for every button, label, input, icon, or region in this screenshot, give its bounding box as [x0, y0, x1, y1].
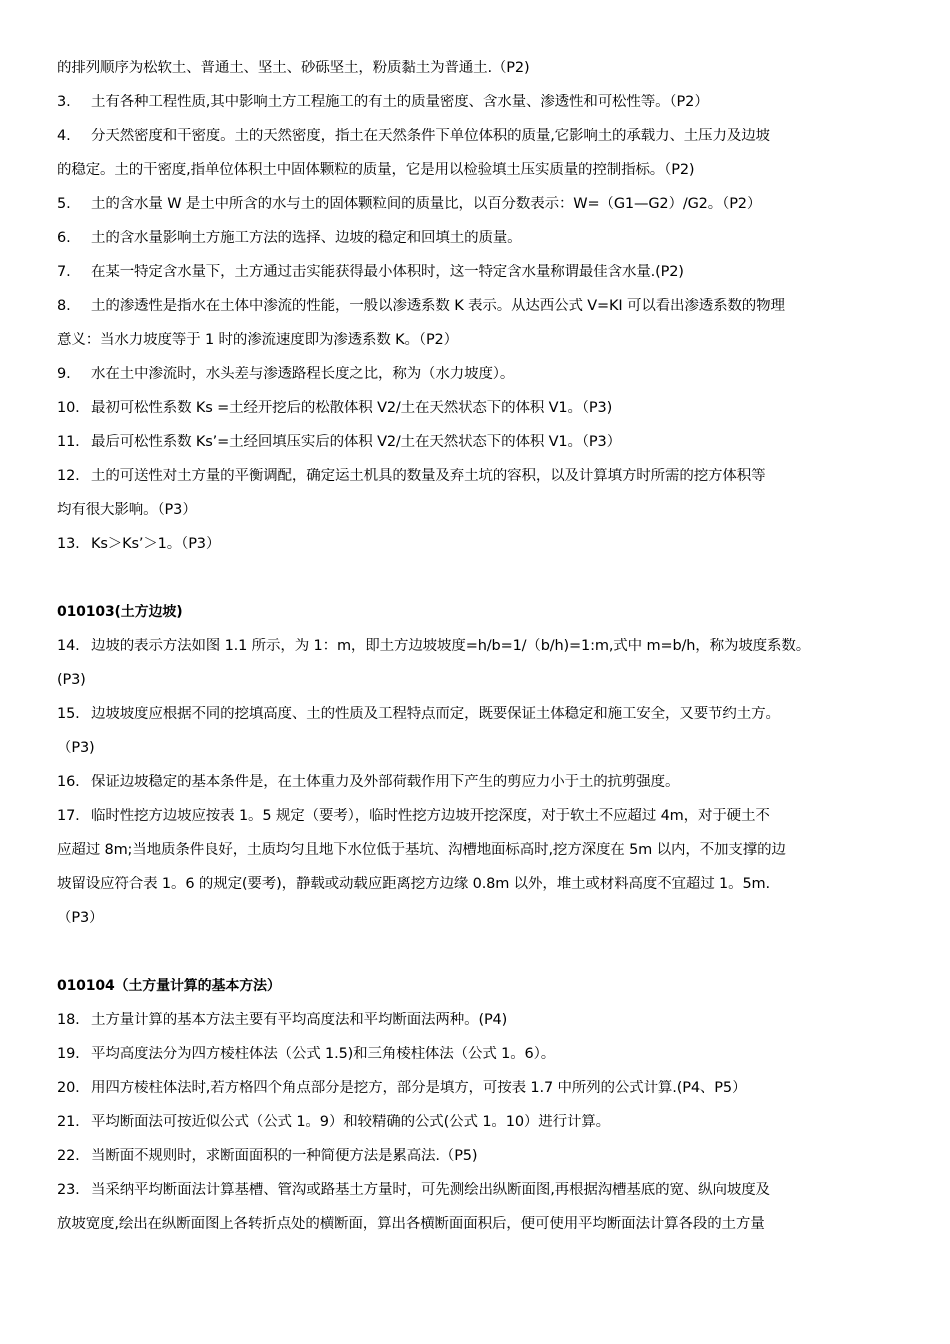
- text-line: 应超过 8m;当地质条件良好，土质均匀且地下水位低于基坑、沟槽地面标高时,挖方深度在 5m 以内，不加支撑的边: [57, 842, 786, 858]
- item-text: 当采纳平均断面法计算基槽、管沟或路基土方量时，可先测绘出纵断面图,再根据沟槽基底的宽、纵向坡度及: [91, 1182, 770, 1198]
- list-item: [57, 94, 893, 128]
- text-line: 坡留设应符合表 1。6 的规定(要考)，静载或动载应距离挖方边缘 0.8m 以外，堆土或材料高度不宜超过 1。5m.: [57, 876, 770, 892]
- item-number: 11.: [57, 434, 80, 450]
- item-number: 22.: [57, 1148, 80, 1164]
- list-item: [57, 706, 893, 740]
- text-line: （P3): [57, 740, 95, 756]
- item-text: 土的含水量 W 是土中所含的水与土的固体颗粒间的质量比，以百分数表示：W=（G1—G2）/G2。（P2）: [91, 196, 762, 212]
- item-text: 边坡的表示方法如图 1.1 所示，为 1：m，即土方边坡坡度=h/b=1/（b/h)=1:m,式中 m=b/h，称为坡度系数。: [91, 638, 811, 654]
- text-line: (P3): [57, 672, 86, 688]
- item-text: 临时性挖方边坡应按表 1。5 规定（要考），临时性挖方边坡开挖深度，对于软土不应超过 4m，对于硬土不: [91, 808, 770, 824]
- list-item: [57, 434, 893, 468]
- section-heading: 010103(土方边坡): [57, 604, 183, 620]
- section-heading: 010104（土方量计算的基本方法）: [57, 978, 281, 994]
- list-item: [57, 1182, 893, 1216]
- list-item: [57, 1046, 893, 1080]
- item-number: 9.: [57, 366, 71, 382]
- item-number: 3.: [57, 94, 71, 110]
- item-number: 19.: [57, 1046, 80, 1062]
- list-item: [57, 400, 893, 434]
- list-item: [57, 128, 893, 162]
- item-text: 用四方棱柱体法时,若方格四个角点部分是挖方，部分是填方，可按表 1.7 中所列的公式计算.(P4、P5）: [91, 1080, 747, 1096]
- item-number: 12.: [57, 468, 80, 484]
- item-text: 边坡坡度应根据不同的挖填高度、土的性质及工程特点而定，既要保证土体稳定和施工安全，又要节约土方。: [91, 706, 780, 722]
- item-number: 10.: [57, 400, 80, 416]
- item-number: 16.: [57, 774, 80, 790]
- text-line: 的稳定。土的干密度,指单位体积土中固体颗粒的质量，它是用以检验填土压实质量的控制指标。（P2): [57, 162, 695, 178]
- list-item: [57, 1012, 893, 1046]
- item-number: 14.: [57, 638, 80, 654]
- list-item: [57, 230, 893, 264]
- item-text: 在某一特定含水量下，土方通过击实能获得最小体积时，这一特定含水量称谓最佳含水量.(P2): [91, 264, 684, 280]
- item-text: 平均高度法分为四方棱柱体法（公式 1.5)和三角棱柱体法（公式 1。6）。: [91, 1046, 556, 1062]
- item-text: 水在土中渗流时，水头差与渗透路程长度之比，称为（水力坡度）。: [91, 366, 515, 382]
- list-item: [57, 366, 893, 400]
- item-text: 保证边坡稳定的基本条件是，在土体重力及外部荷载作用下产生的剪应力小于土的抗剪强度。: [91, 774, 680, 790]
- item-text: 最后可松性系数 Ks’=土经回填压实后的体积 V2/土在天然状态下的体积 V1。（P3）: [91, 434, 621, 450]
- item-text: 平均断面法可按近似公式（公式 1。9）和较精确的公式(公式 1。10）进行计算。: [91, 1114, 610, 1130]
- item-number: 6.: [57, 230, 71, 246]
- spacer: [57, 944, 893, 978]
- text-line: 放坡宽度,绘出在纵断面图上各转折点处的横断面，算出各横断面面积后，便可使用平均断面法计算各段的土方量: [57, 1216, 765, 1232]
- text-line: 意义：当水力坡度等于 1 时的渗流速度即为渗透系数 K。（P2）: [57, 332, 458, 348]
- item-text: 最初可松性系数 Ks =土经开挖后的松散体积 V2/土在天然状态下的体积 V1。（P3): [91, 400, 613, 416]
- item-number: 17.: [57, 808, 80, 824]
- item-number: 7.: [57, 264, 71, 280]
- item-number: 15.: [57, 706, 80, 722]
- list-item: [57, 468, 893, 502]
- list-item: [57, 774, 893, 808]
- item-number: 8.: [57, 298, 71, 314]
- list-item: [57, 808, 893, 842]
- item-number: 23.: [57, 1182, 80, 1198]
- list-item: [57, 1148, 893, 1182]
- item-number: 21.: [57, 1114, 80, 1130]
- text-line: （P3）: [57, 910, 104, 926]
- item-text: 分天然密度和干密度。土的天然密度，指土在天然条件下单位体积的质量,它影响土的承载力、土压力及边坡: [91, 128, 770, 144]
- item-number: 13.: [57, 536, 80, 552]
- list-item: [57, 298, 893, 332]
- spacer: [57, 570, 893, 604]
- item-text: Ks＞Ks’＞1。（P3）: [91, 536, 221, 552]
- item-number: 5.: [57, 196, 71, 212]
- list-item: [57, 1114, 893, 1148]
- item-text: 土的含水量影响土方施工方法的选择、边坡的稳定和回填土的质量。: [91, 230, 522, 246]
- item-text: 土的渗透性是指水在土体中渗流的性能，一般以渗透系数 K 表示。从达西公式 V=KI 可以看出渗透系数的物理: [91, 298, 785, 314]
- list-item: [57, 1080, 893, 1114]
- list-item: [57, 264, 893, 298]
- text-line: 均有很大影响。（P3）: [57, 502, 197, 518]
- list-item: [57, 196, 893, 230]
- text-line: 的排列顺序为松软土、普通土、坚土、砂砾坚土，粉质黏土为普通土.（P2): [57, 60, 530, 76]
- item-text: 土方量计算的基本方法主要有平均高度法和平均断面法两种。(P4): [91, 1012, 508, 1028]
- item-text: 土有各种工程性质,其中影响土方工程施工的有土的质量密度、含水量、渗透性和可松性等。（P2）: [91, 94, 709, 110]
- list-item: [57, 638, 893, 672]
- item-text: 土的可送性对土方量的平衡调配，确定运土机具的数量及弃土坑的容积，以及计算填方时所需的挖方体积等: [91, 468, 766, 484]
- list-item: [57, 536, 893, 570]
- item-text: 当断面不规则时，求断面面积的一种简便方法是累高法.（P5): [91, 1148, 478, 1164]
- item-number: 4.: [57, 128, 71, 144]
- item-number: 18.: [57, 1012, 80, 1028]
- item-number: 20.: [57, 1080, 80, 1096]
